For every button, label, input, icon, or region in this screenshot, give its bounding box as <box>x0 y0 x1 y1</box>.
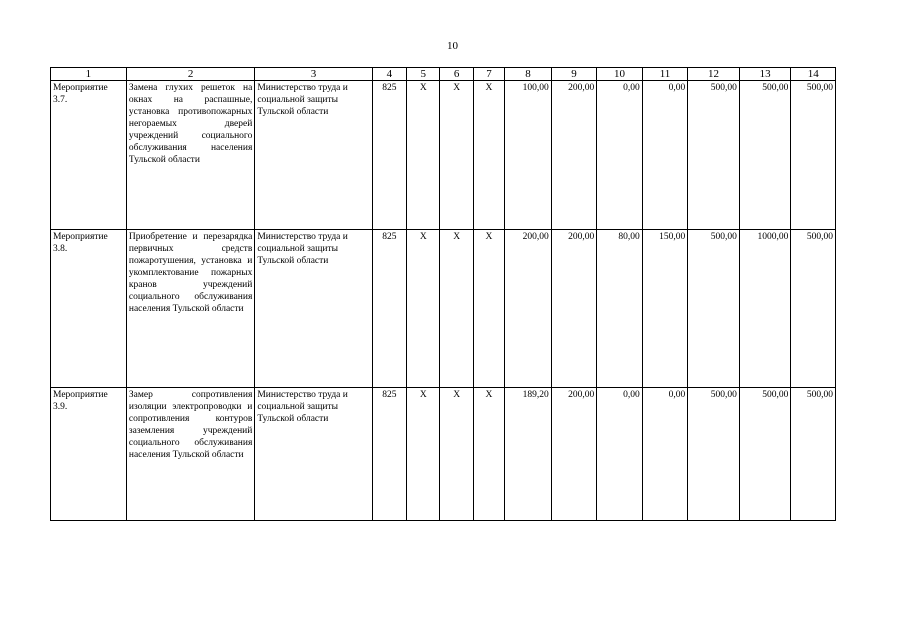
amount-col-10: 0,00 <box>597 81 643 230</box>
amount-col-10: 0,00 <box>597 388 643 521</box>
table-row <box>51 230 836 388</box>
measure-name: Приобретение и перезарядка первичных средств пожаротушения, установка и укомплектование пожарных кранов учреждений социального обслуживания населения Тульской области <box>126 230 254 388</box>
budget-code: 825 <box>372 230 406 388</box>
column-header: 1 <box>51 68 127 81</box>
column-header: 3 <box>255 68 372 81</box>
cell-col-7: X <box>473 388 504 521</box>
column-header: 12 <box>688 68 740 81</box>
cell-col-5: X <box>407 81 440 230</box>
measures-table <box>50 67 836 521</box>
measure-name: Замер сопротивления изоляции электропроводки и сопротивления контуров заземления учреждений социального обслуживания населения Тульской области <box>126 388 254 521</box>
amount-col-9: 200,00 <box>551 230 597 388</box>
amount-col-13: 500,00 <box>739 388 791 521</box>
amount-col-12: 500,00 <box>688 81 740 230</box>
cell-col-5: X <box>407 230 440 388</box>
header-row <box>51 68 836 81</box>
budget-code: 825 <box>372 388 406 521</box>
amount-col-11: 0,00 <box>642 388 688 521</box>
column-header: 14 <box>791 68 836 81</box>
measure-name: Замена глухих решеток на окнах на распашные, установка противопожарных негораемых дверей учреждений социального обслуживания населения Тульской области <box>126 81 254 230</box>
column-header: 6 <box>440 68 473 81</box>
amount-col-9: 200,00 <box>551 81 597 230</box>
amount-col-8: 200,00 <box>505 230 552 388</box>
measure-id: Мероприятие 3.9. <box>51 388 127 521</box>
table-row <box>51 388 836 521</box>
column-header: 2 <box>126 68 254 81</box>
column-header: 11 <box>642 68 688 81</box>
measure-id: Мероприятие 3.8. <box>51 230 127 388</box>
page-number: 10 <box>447 40 458 52</box>
responsible-org: Министерство труда и социальной защиты Тульской области <box>255 81 372 230</box>
responsible-org: Министерство труда и социальной защиты Тульской области <box>255 388 372 521</box>
column-header: 4 <box>372 68 406 81</box>
column-header: 10 <box>597 68 643 81</box>
amount-col-13: 500,00 <box>739 81 791 230</box>
amount-col-8: 100,00 <box>505 81 552 230</box>
cell-col-5: X <box>407 388 440 521</box>
cell-col-7: X <box>473 81 504 230</box>
column-header: 13 <box>739 68 791 81</box>
responsible-org: Министерство труда и социальной защиты Тульской области <box>255 230 372 388</box>
budget-code: 825 <box>372 81 406 230</box>
cell-col-6: X <box>440 230 473 388</box>
amount-col-12: 500,00 <box>688 230 740 388</box>
cell-col-6: X <box>440 81 473 230</box>
amount-col-10: 80,00 <box>597 230 643 388</box>
column-header: 8 <box>505 68 552 81</box>
amount-col-14: 500,00 <box>791 388 836 521</box>
amount-col-12: 500,00 <box>688 388 740 521</box>
amount-col-14: 500,00 <box>791 81 836 230</box>
column-header: 5 <box>407 68 440 81</box>
table-row <box>51 81 836 230</box>
column-header: 9 <box>551 68 597 81</box>
amount-col-11: 0,00 <box>642 81 688 230</box>
amount-col-9: 200,00 <box>551 388 597 521</box>
amount-col-14: 500,00 <box>791 230 836 388</box>
amount-col-11: 150,00 <box>642 230 688 388</box>
column-header: 7 <box>473 68 504 81</box>
amount-col-8: 189,20 <box>505 388 552 521</box>
measure-id: Мероприятие 3.7. <box>51 81 127 230</box>
cell-col-6: X <box>440 388 473 521</box>
amount-col-13: 1000,00 <box>739 230 791 388</box>
cell-col-7: X <box>473 230 504 388</box>
